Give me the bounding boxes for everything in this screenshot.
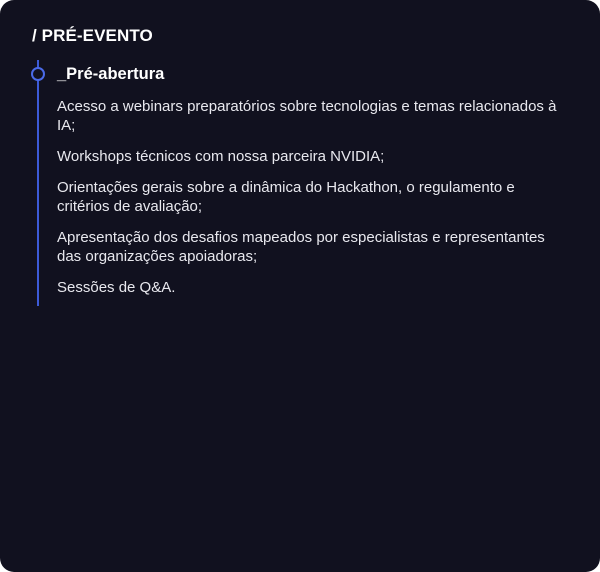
timeline-line (37, 60, 39, 306)
phase-item-challenges: Apresentação dos desafios mapeados por especialistas e representantes das organizações apoiadoras; (57, 229, 545, 265)
phase-item-workshops: Workshops técnicos com nossa parceira NVIDIA; (57, 148, 385, 165)
phase-item-qa-sessions: Sessões de Q&A. (57, 279, 176, 296)
phase-item-orientations: Orientações gerais sobre a dinâmica do Hackathon, o regulamento e critérios de avaliação; (57, 179, 515, 215)
phase-title: _Pré-abertura (57, 65, 165, 83)
phase-item-webinars: Acesso a webinars preparatórios sobre tecnologias e temas relacionados à IA; (57, 98, 557, 134)
phase-item-list (57, 97, 567, 309)
timeline-node-icon (31, 67, 45, 81)
section-title: / PRÉ-EVENTO (32, 26, 153, 45)
